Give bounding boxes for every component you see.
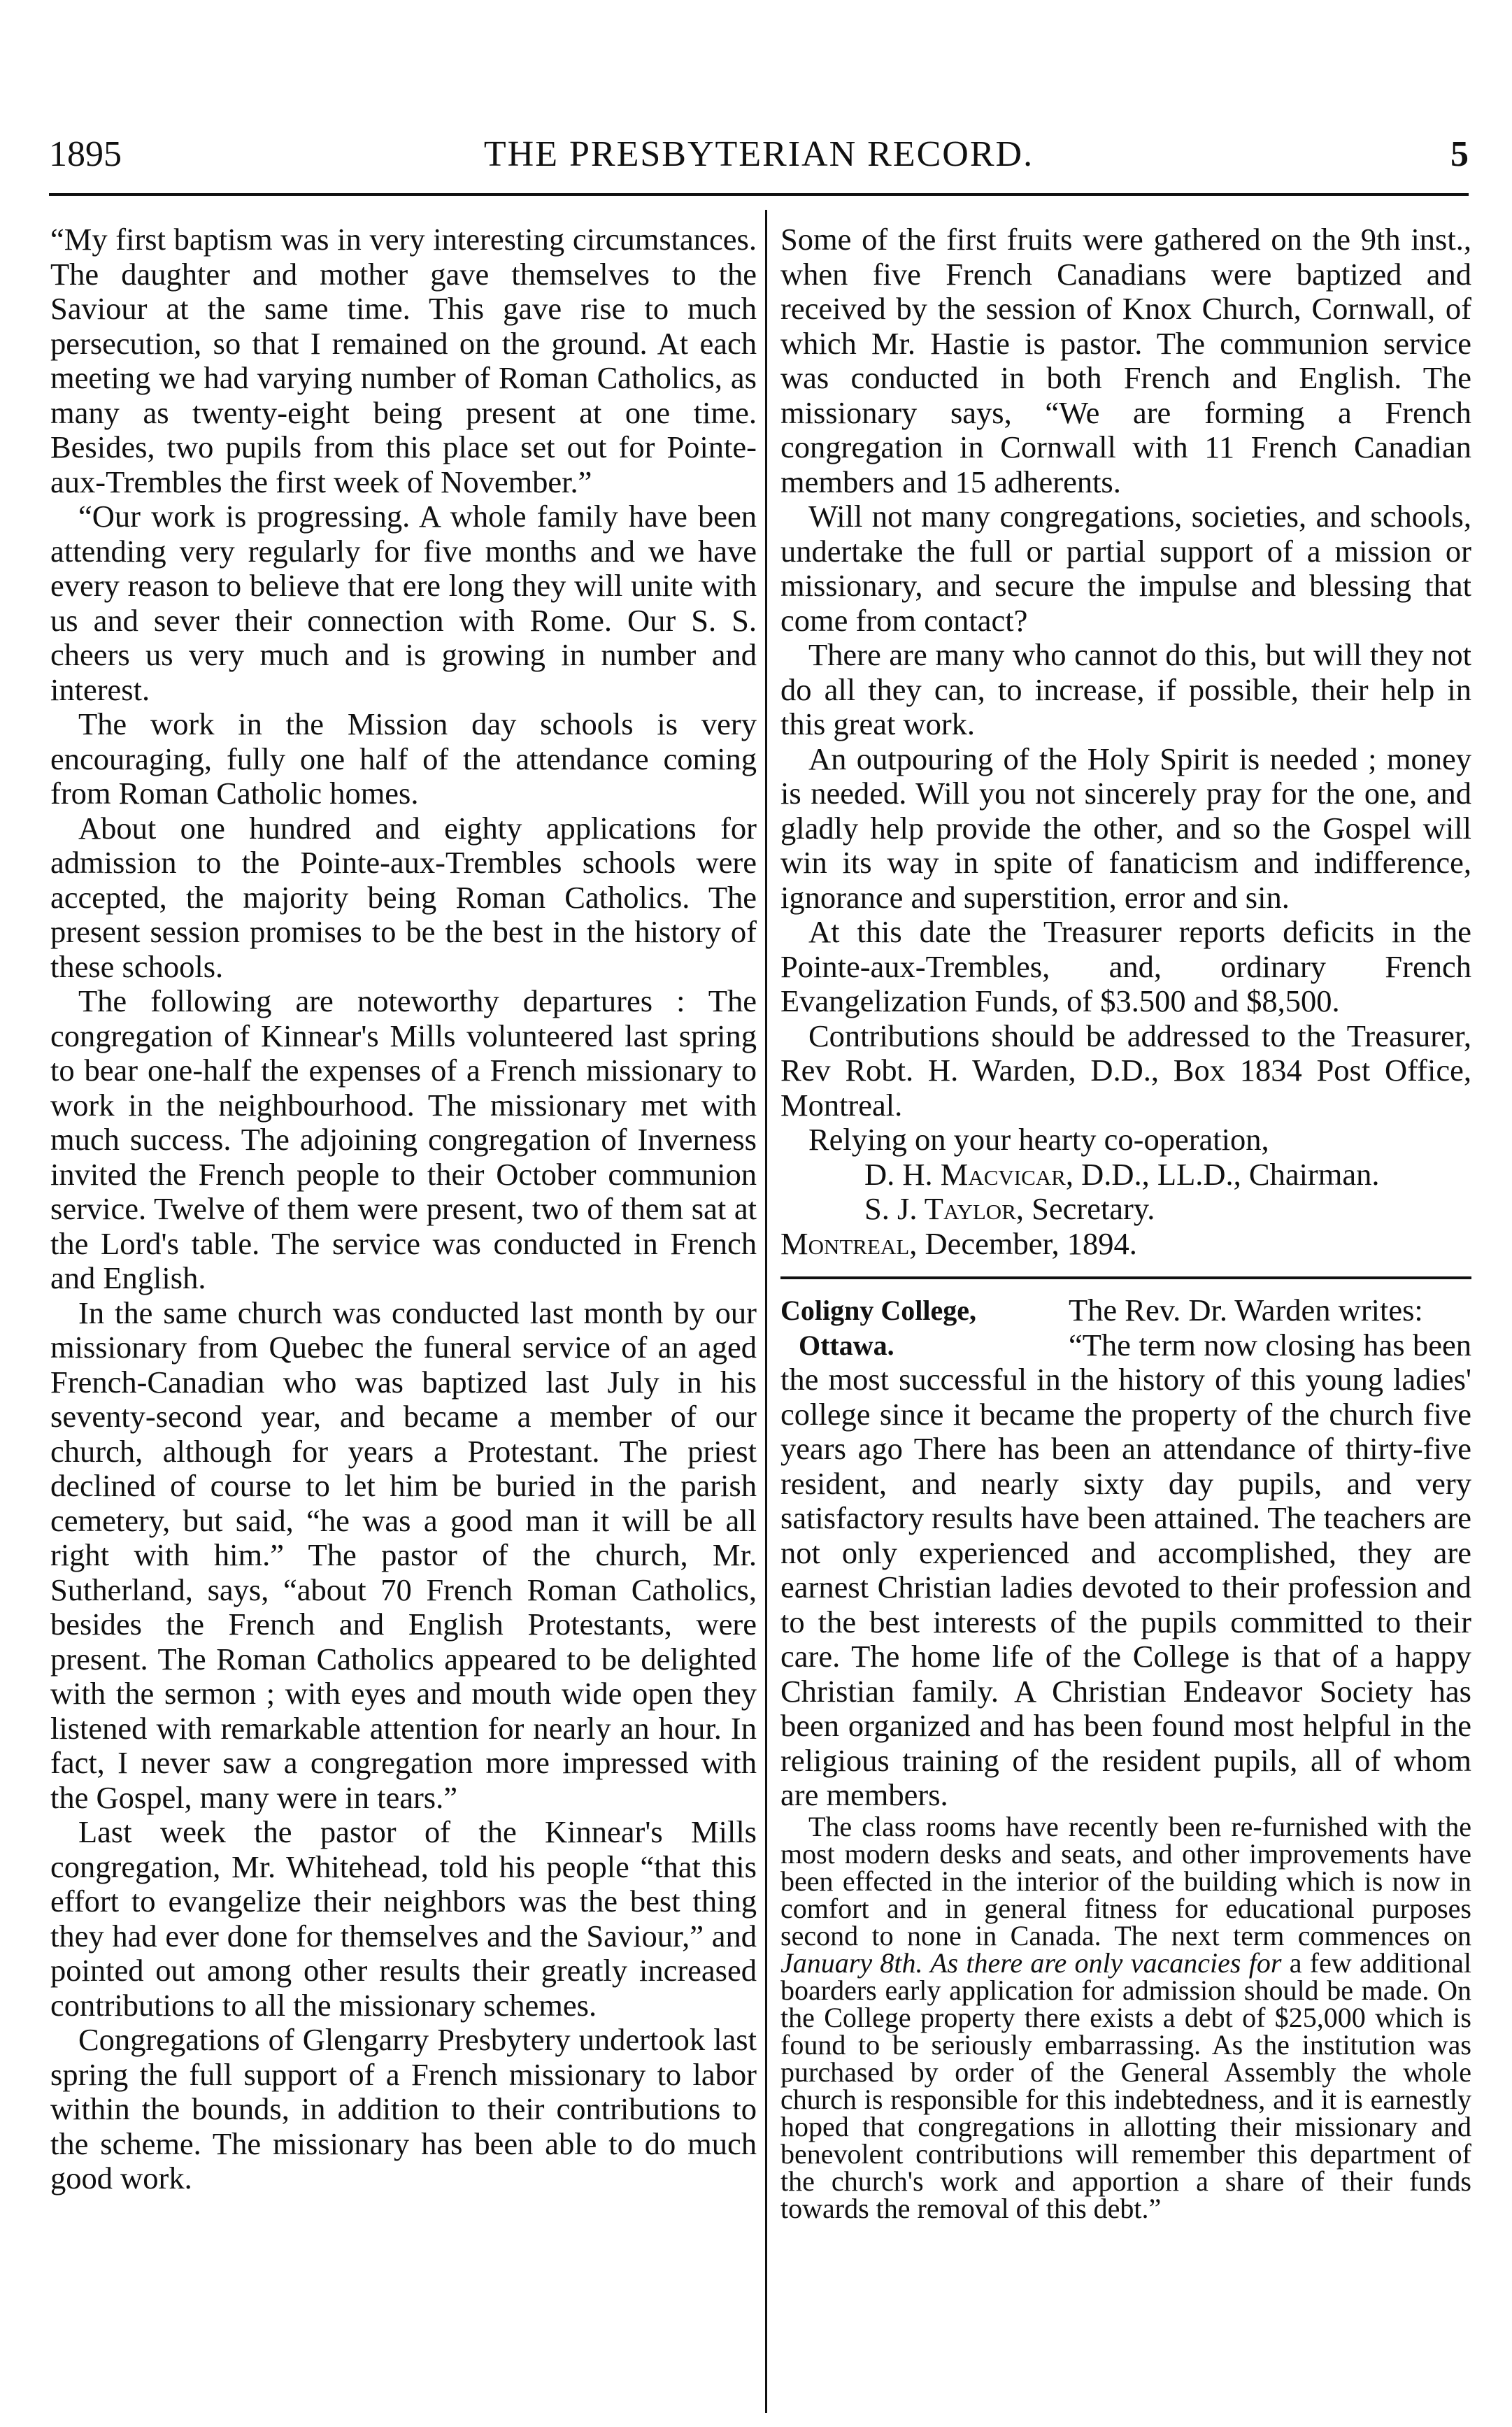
right-paragraph: Contributions should be addressed to the Treasurer, Rev Robt. H. Warden, D.D., Box 1834 Post Office, Montreal. — [780, 1018, 1471, 1123]
secretary-name: S. J. Taylor — [864, 1191, 1016, 1226]
header-year: 1895 — [49, 134, 122, 174]
dateline-place: Montreal — [780, 1225, 910, 1261]
left-paragraph: Congregations of Glengarry Presbytery undertook last spring the full support of a French missionary to labor within the bounds, in addition to their contributions to the scheme. The missionary has been able to do much good work. — [50, 2022, 757, 2195]
coligny-body-2-end: a few additional boarders early application for admission should be made. On the College property there exists a debt of $25,000 which is found to be seriously embarrassing. As the institution was purchased by order of the General Assembly the whole church is responsible for this indebtedness, and it is earnestly hoped that congregations in allotting their missionary and benevolent contributions will remember this department of the church's work and apportion a share of their funds towards the removal of this debt.” — [780, 1946, 1472, 2224]
left-paragraph: “My first baptism was in very interesting circumstances. The daughter and mother gave themselves to the Saviour at the same time. This gave rise to much persecution, so that I remained on the ground. At each meeting we had varying number of Roman Catholics, as many as twenty-eight being present at one time. Besides, two pupils from this place set out for Pointe-aux-Trembles the first week of November.” — [50, 222, 757, 499]
column-divider — [765, 210, 767, 2413]
left-paragraph: About one hundred and eighty applications for admission to the Pointe-aux-Trembles schools were accepted, the majority being Roman Catholics. The present session promises to be the best in the history of these schools. — [50, 810, 757, 984]
header-rule — [49, 193, 1469, 196]
header-page-number: 5 — [1450, 134, 1469, 174]
right-paragraph: Some of the first fruits were gathered on the 9th inst., when five French Canadians were baptized and received by the session of Knox Church, Cornwall, of which Mr. Hastie is pastor. The communion service was conducted in both French and English. The missionary says, “We are forming a French congregation in Cornwall with 11 French Canadian members and 15 adherents. — [780, 222, 1471, 499]
left-paragraph: The work in the Mission day schools is very encouraging, fully one half of the attendance coming from Roman Catholic homes. — [50, 706, 757, 811]
dateline — [780, 1227, 1471, 1262]
left-paragraph: In the same church was conducted last month by our missionary from Quebec the funeral service of an aged French-Canadian who was baptized last July in his seventy-second year, and became a member of our church, although for years a Protestant. The priest declined of course to let him be buried in the parish cemetery, but said, “he was a good man it will be all right with him.” The pastor of the church, Mr. Sutherland, says, “about 70 French Roman Catholics, besides the French and English Protestants, were present. The Roman Catholics appeared to be delighted with the sermon ; with eyes and mouth wide open they listened with remarkable attention for nearly an hour. In fact, I never saw a congregation more impressed with the Gospel, many were in tears.” — [50, 1295, 757, 1815]
page-header — [49, 130, 1469, 179]
section-rule — [780, 1276, 1471, 1279]
right-paragraph: There are many who cannot do this, but will they not do all they can, to increase, if possible, their help in this great work. — [780, 637, 1471, 741]
left-paragraph: The following are noteworthy departures : The congregation of Kinnear's Mills volunteered last spring to bear one-half the expenses of a French missionary to work in the neighbourhood. The missionary met with much success. The adjoining congregation of Inverness invited the French people to their October communion service. Twelve of them were present, two of them sat at the Lord's table. The service was conducted in French and English. — [50, 983, 757, 1295]
coligny-vacancies-note: As there are only vacancies for — [922, 1946, 1282, 1979]
coligny-body-2 — [780, 1810, 1472, 2224]
signature-secretary — [780, 1192, 1471, 1227]
header-title: THE PRESBYTERIAN RECORD. — [483, 134, 1034, 174]
left-paragraph: “Our work is progressing. A whole family have been attending very regularly for five months and we have every reason to believe that ere long they will unite with us and sever their connection with Rome. Our S. S. cheers us very much and is growing in number and interest. — [50, 499, 757, 707]
coligny-side-head — [780, 1293, 1060, 1362]
coligny-opening: The Rev. Dr. Warden writes: — [1069, 1293, 1423, 1328]
signature-chairman — [780, 1158, 1471, 1193]
left-paragraph: Last week the pastor of the Kinnear's Mills congregation, Mr. Whitehead, told his people “that this effort to evangelize their neighbors was the best thing they had ever done for themselves and the Saviour,” and pointed out among other results their greatly increased contributions to all the missionary schemes. — [50, 1814, 757, 2023]
right-column — [780, 222, 1471, 2222]
coligny-term-date: January 8th. — [780, 1946, 923, 1979]
right-paragraph: Will not many congregations, societies, and schools, undertake the full or partial support of a mission or missionary, and secure the impulse and blessing that come from contact? — [780, 499, 1471, 638]
coligny-location: Ottawa. — [799, 1329, 894, 1361]
chairman-name: D. H. Macvicar — [864, 1156, 1066, 1192]
right-paragraph: An outpouring of the Holy Spirit is needed ; money is needed. Will you not sincerely pray for the one, and gladly help provide the other, and so the Gospel will win its way in spite of fanaticism and indifference, ignorance and superstition, error and sin. — [780, 741, 1471, 915]
right-paragraph: At this date the Treasurer reports deficits in the Pointe-aux-Trembles, and, ordinary French Evangelization Funds, of $3.500 and $8,500. — [780, 914, 1471, 1018]
chairman-title: , D.D., LL.D., Chairman. — [1065, 1156, 1380, 1192]
right-paragraph: Relying on your hearty co-operation, — [808, 1122, 1269, 1157]
coligny-body-1: “The term now closing has been the most successful in the history of this young ladies' college since it became the property of the church five years ago There has been an attendance of thirty-five resident, and nearly sixty day pupils, and very satisfactory results have been attained. The teachers are not only experienced and accomplished, they are earnest Christian ladies devoted to their profession and to the best interests of the pupils committed to their care. The home life of the College is that of a happy Christian family. A Christian Endeavor Society has been organized and has been found most helpful in the religious training of the resident pupils, all of whom are members. — [780, 1327, 1471, 1812]
left-column — [50, 222, 757, 2196]
coligny-body-2-start: The class rooms have recently been re-furnished with the most modern desks and seats, and other improvements have been effected in the interior of the building which is now in comfort and in general fitness for educational purposes second to none in Canada. The next term commences on — [780, 1810, 1471, 1951]
secretary-title: , Secretary. — [1015, 1191, 1155, 1226]
dateline-date: , December, 1894. — [909, 1225, 1137, 1261]
coligny-heading: Coligny College, — [780, 1295, 976, 1326]
